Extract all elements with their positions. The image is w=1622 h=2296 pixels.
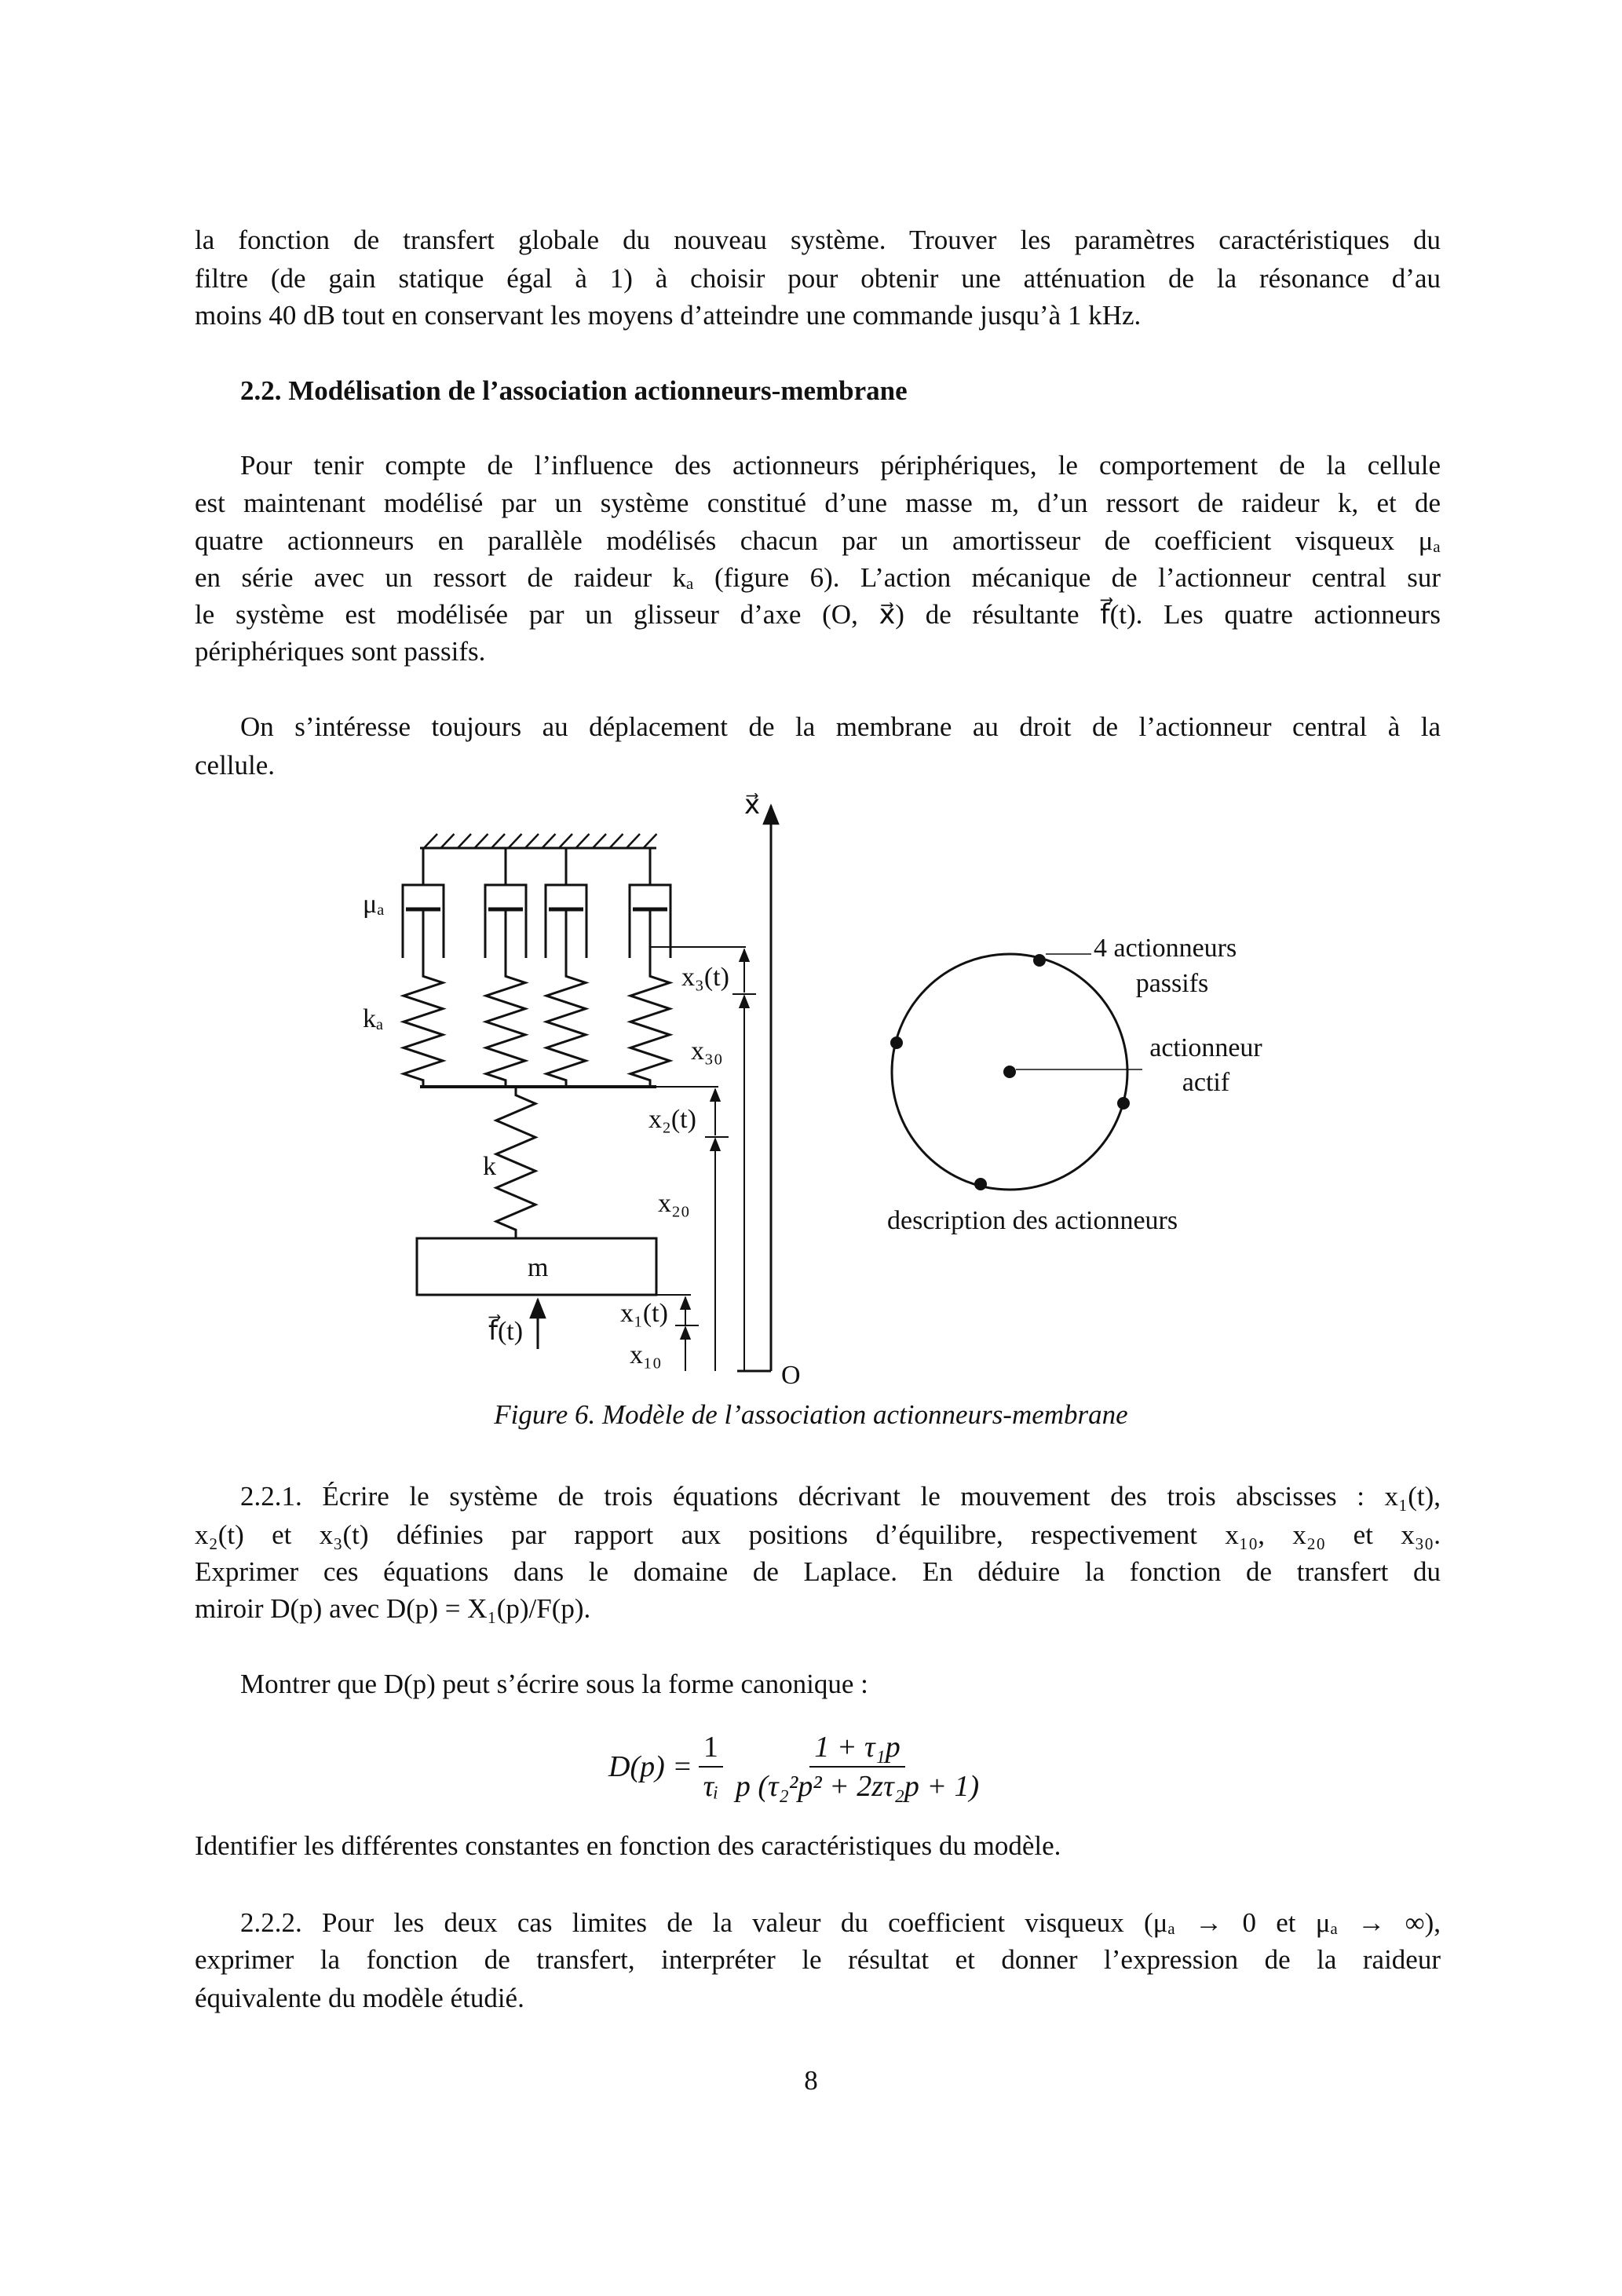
label-k-a: kₐ [363, 1004, 384, 1033]
paragraph-line: Identifier les différentes constantes en fonction des caractéristiques du modèle. [195, 1830, 1061, 1861]
question-line: exprimer la fonction de transfert, interpréter le résultat et donner l’expression de la raideur [195, 1944, 1441, 1975]
ground-hatch [509, 834, 522, 848]
question-line: miroir D(p) avec D(p) = X₁(p)/F(p). [195, 1593, 591, 1624]
label-force: f⃗(t) [488, 1317, 524, 1346]
paragraph-line: On s’intéresse toujours au déplacement de la membrane au droit de l’actionneur central à la [240, 711, 1441, 742]
passive-actuator-dot [1033, 954, 1046, 967]
question-line: x₂(t) et x₃(t) définies par rapport aux positions d’équilibre, respectivement x₁₀, x₂₀ et x₃₀. [195, 1519, 1441, 1550]
label-mu-a: μₐ [363, 890, 385, 919]
label-axis-x: x⃗ [744, 791, 761, 820]
label-active-actuator: actionneur [1149, 1033, 1262, 1062]
central-spring [496, 1087, 535, 1238]
paragraph-line: est maintenant modélisé par un système constitué d’une masse m, d’un ressort de raideur k, et de [195, 488, 1441, 518]
paragraph-line: Montrer que D(p) peut s’écrire sous la forme canonique : [240, 1669, 868, 1699]
section-heading: 2.2. Modélisation de l’association actionneurs-membrane [240, 375, 908, 406]
question-line: équivalente du modèle étudié. [195, 1983, 524, 2013]
fraction-denominator: p (τ₂²p² + 2zτ₂p + 1) [735, 1770, 980, 1803]
question-line: 2.2.1. Écrire le système de trois équations décrivant le mouvement des trois abscisses : x₁(t), [240, 1481, 1441, 1512]
ground-hatch [441, 834, 455, 848]
label-x3t: x₃(t) [681, 963, 729, 992]
ground-hatch [627, 834, 640, 848]
label-active-actuator-2: actif [1182, 1068, 1230, 1097]
paragraph-line: filtre (de gain statique égal à 1) à choisir pour obtenir une atténuation de la résonance d’au [195, 263, 1441, 294]
label-origin: O [781, 1361, 801, 1390]
figure-caption: Figure 6. Modèle de l’association actionneurs-membrane [494, 1399, 1128, 1430]
ground-hatch [593, 834, 606, 848]
damper-cylinder [630, 885, 670, 911]
label-passive-actuators-2: passifs [1135, 969, 1209, 998]
ground-hatch [610, 834, 623, 848]
passive-actuator-dot [1117, 1097, 1130, 1110]
ground-hatch [458, 834, 471, 848]
question-line: Exprimer ces équations dans le domaine de Laplace. En déduire la fonction de transfert du [195, 1556, 1441, 1587]
damper-cylinder [546, 885, 586, 911]
ground-hatch [644, 834, 657, 848]
paragraph-line: la fonction de transfert globale du nouveau système. Trouver les paramètres caractéristiques du [195, 225, 1441, 255]
ground-hatch [576, 834, 590, 848]
actuator-spring [546, 970, 586, 1087]
fraction-numerator: 1 + τ₁p [809, 1730, 904, 1768]
label-mass: m [528, 1253, 549, 1282]
paragraph-line: en série avec un ressort de raideur kₐ (figure 6). L’action mécanique de l’actionneur central sur [195, 562, 1441, 593]
paragraph-line: Pour tenir compte de l’influence des actionneurs périphériques, le comportement de la cellule [240, 450, 1441, 481]
ground-hatch [525, 834, 539, 848]
label-x2t: x₂(t) [648, 1105, 696, 1134]
page-number: 8 [804, 2065, 818, 2096]
fraction-denominator: τᵢ [703, 1770, 719, 1803]
ground-hatch [475, 834, 488, 848]
label-passive-actuators: 4 actionneurs [1094, 934, 1237, 963]
actuator-spring [486, 970, 525, 1087]
paragraph-line: cellule. [195, 750, 276, 781]
paragraph-line: quatre actionneurs en parallèle modélisés chacun par un amortisseur de coefficient visqueux μₐ [195, 525, 1441, 556]
ground-hatch [559, 834, 572, 848]
ground-hatch [491, 834, 505, 848]
fraction-numerator: 1 [699, 1730, 723, 1768]
label-actuator-description: description des actionneurs [887, 1206, 1178, 1235]
paragraph-line: périphériques sont passifs. [195, 636, 486, 667]
ground-hatch [542, 834, 556, 848]
paragraph-line: moins 40 dB tout en conservant les moyens d’atteindre une commande jusqu’à 1 kHz. [195, 300, 1142, 331]
active-actuator-dot [1003, 1066, 1016, 1078]
actuator-spring [630, 970, 670, 1087]
label-x30: x₃₀ [691, 1036, 723, 1066]
ground-hatch [424, 834, 437, 848]
passive-actuator-dot [974, 1178, 987, 1190]
figure-labels [363, 791, 1262, 1390]
damper-cylinder [485, 885, 526, 911]
label-x10: x₁₀ [630, 1340, 662, 1369]
label-k: k [483, 1152, 496, 1181]
label-x20: x₂₀ [658, 1189, 690, 1218]
damper-cylinder [403, 885, 444, 911]
paragraph-line: le système est modélisée par un glisseur d’axe (O, x⃗) de résultante f⃗(t). Les quatre actionneurs [195, 599, 1441, 630]
label-x1t: x₁(t) [620, 1299, 668, 1328]
passive-actuator-dot [890, 1036, 903, 1049]
actuator-spring [404, 970, 443, 1087]
question-line: 2.2.2. Pour les deux cas limites de la valeur du coefficient visqueux (μₐ → 0 et μₐ → ∞), [240, 1907, 1441, 1938]
equation-lhs: D(p) = [608, 1750, 692, 1783]
